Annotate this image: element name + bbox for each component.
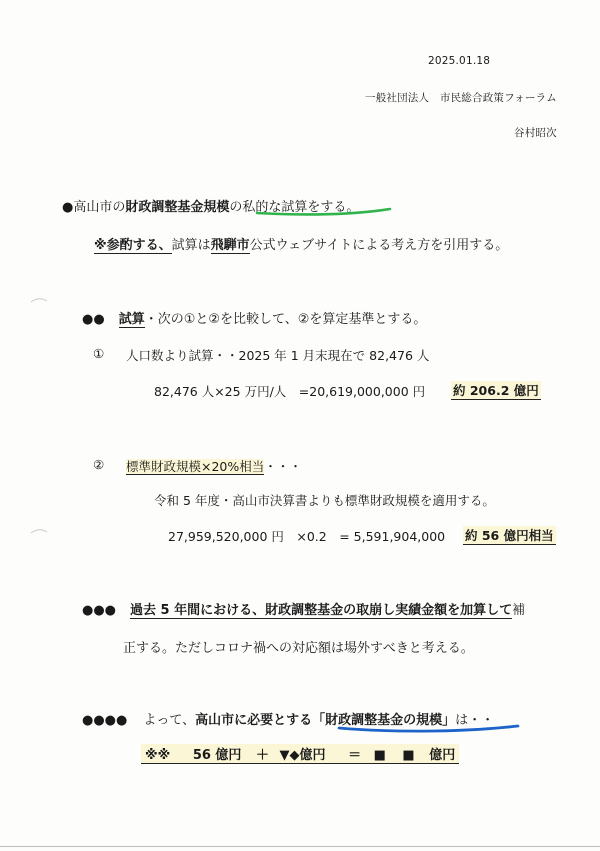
item1-number: ① [93,346,105,361]
author-name: 谷村昭次 [514,127,557,139]
item1-text: 人口数より試算・・2025 年 1 月末現在で 82,476 人 [126,348,430,363]
section4-bullet: ●●●● [82,713,128,728]
title-bullet: ● [62,200,74,215]
title-mid: の [229,200,243,215]
formula-result-symbols: ■ ■ [373,748,421,763]
item2-label: 標準財政規模×20%相当 [126,459,265,474]
scan-mark [30,527,48,535]
item2-result: 約 56 億円相当 [465,528,554,543]
title-underlined: 私的な試算をする。 [242,200,360,215]
blue-marker-underline [336,720,522,736]
section2-label: 試算 [118,312,145,327]
section3-line1 [82,599,525,618]
formula-mark: ※※ [145,748,171,763]
item2-note: 令和 5 年度・高山市決算書よりも標準財政規模を適用する。 [154,493,495,508]
section4-bold: 高山市に必要とする [195,713,313,728]
reference-line [94,234,508,253]
section3-tail: 補 [512,603,526,618]
reference-city: 飛騨市 [210,238,250,253]
section3-bullet: ●●● [82,603,117,618]
section2-bullet: ●● [82,312,105,327]
page-bottom-edge [0,846,600,847]
section4-post: は・・ [455,713,495,728]
reference-post: 公式ウェブサイトによる考え方を引用する。 [249,238,509,253]
formula-unknown-symbols: ▼◆ [279,748,300,763]
item2-dots: ・・・ [264,459,302,474]
document-date: 2025.01.18 [428,55,491,67]
section2-text: ・次の①と②を比較して、②を算定基準とする。 [144,312,427,327]
green-marker-underline [254,204,394,218]
section4-pre: よって、 [143,713,196,728]
formula-equals: ＝ [348,748,362,763]
formula-line [141,744,459,764]
section3-line2: 正する。ただしコロナ禍への対応額は場外すべきと考える。 [123,641,474,656]
formula-unit2: 億円 [429,748,456,763]
title-pre: 高山市の [73,200,126,215]
formula-plus: ＋ [255,748,269,763]
item2-line [126,457,302,475]
title-bold: 財政調整基金規模 [125,200,230,215]
section4-bracket: 「財政調整基金の規模」 [312,713,456,728]
item2-number: ② [93,457,105,472]
item2-calc: 27,959,520,000 円 ×0.2 = 5,591,904,000 [168,529,446,544]
reference-bold: ※参酌する、 [94,238,172,253]
reference-pre: 試算は [171,238,211,253]
formula-amount: 56 億円 [192,748,242,763]
item1-result: 約 206.2 億円 [453,383,539,398]
item1-calc: 82,476 人×25 万円/人 =20,619,000,000 円 [154,384,426,399]
formula-unit1: 億円 [299,748,326,763]
section2-line [82,308,426,327]
section3-bold: 過去 5 年間における、財政調整基金の取崩し実績金額を加算して [130,603,513,618]
scan-mark [30,296,48,304]
organization-name: 一般社団法人 市民総合政策フォーラム [365,92,557,104]
